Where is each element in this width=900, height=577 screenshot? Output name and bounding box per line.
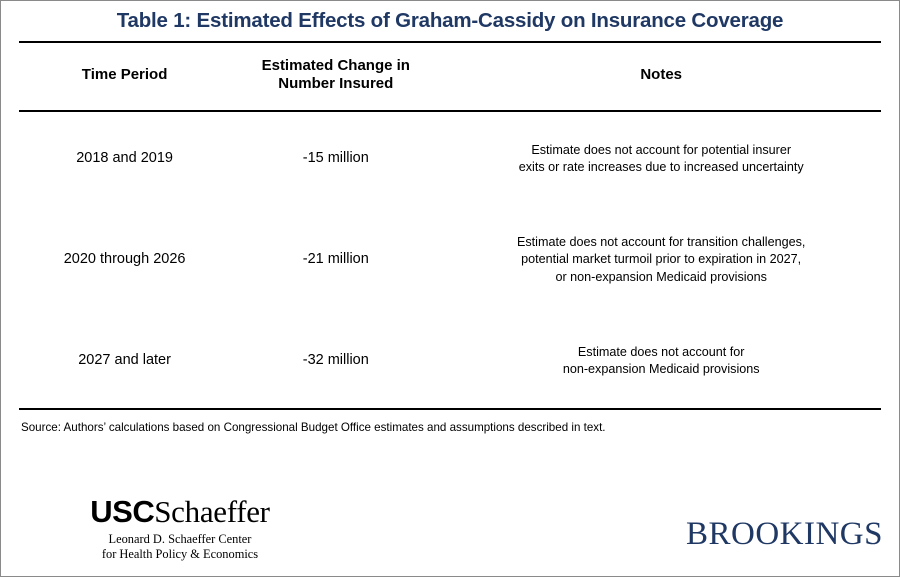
usc-logo-subtitle-line1: Leonard D. Schaeffer Center xyxy=(108,532,252,546)
usc-logo-usc-text: USC xyxy=(90,494,155,529)
cell-change: -21 million xyxy=(302,251,369,268)
cell-period: 2018 and 2019 xyxy=(76,150,173,167)
page-title: Table 1: Estimated Effects of Graham-Cassidy on Insurance Coverage xyxy=(116,9,784,32)
column-header-estimated-change xyxy=(230,43,441,111)
cell-notes-line: Estimate does not account for potential insurer xyxy=(531,142,792,157)
logo-row xyxy=(1,494,899,572)
cell-notes-line: Estimate does not account for xyxy=(577,344,745,359)
usc-schaeffer-logo xyxy=(15,496,345,561)
usc-logo-schaeffer-text: Schaeffer xyxy=(154,494,270,529)
cell-notes-line: or non-expansion Medicaid provisions xyxy=(555,269,767,284)
cell-change: -32 million xyxy=(302,352,369,369)
cell-notes xyxy=(441,112,881,206)
estimates-table-body xyxy=(19,112,881,408)
usc-logo-subtitle xyxy=(15,532,345,561)
column-header-estimated-change-line2: Number Insured xyxy=(278,75,394,93)
table-row xyxy=(19,112,881,206)
column-header-notes: Notes xyxy=(640,65,683,83)
cell-notes-line: non-expansion Medicaid provisions xyxy=(562,362,760,377)
cell-notes-line: potential market turmoil prior to expiration in 2027, xyxy=(521,252,802,267)
column-header-time-period: Time Period xyxy=(81,65,168,83)
column-header-estimated-change-line1: Estimated Change in xyxy=(261,56,410,74)
cell-notes xyxy=(441,314,881,408)
usc-logo-wordmark xyxy=(15,496,345,527)
cell-notes xyxy=(441,206,881,314)
estimates-table xyxy=(19,43,881,111)
cell-change: -15 million xyxy=(302,150,369,167)
cell-period: 2027 and later xyxy=(78,352,171,369)
source-note: Source: Authors’ calculations based on Congressional Budget Office estimates and assumptions described in text. xyxy=(21,421,606,435)
figure-inner xyxy=(1,1,899,576)
cell-notes-line: exits or rate increases due to increased uncertainty xyxy=(518,160,804,175)
cell-notes-line: Estimate does not account for transition challenges, xyxy=(516,234,806,249)
table-row xyxy=(19,314,881,408)
table-header xyxy=(19,43,881,111)
table-header-row xyxy=(19,43,881,111)
cell-period: 2020 through 2026 xyxy=(63,251,186,268)
brookings-logo: BROOKINGS xyxy=(685,516,883,552)
table-row xyxy=(19,206,881,314)
usc-logo-subtitle-line2: for Health Policy & Economics xyxy=(101,546,259,561)
